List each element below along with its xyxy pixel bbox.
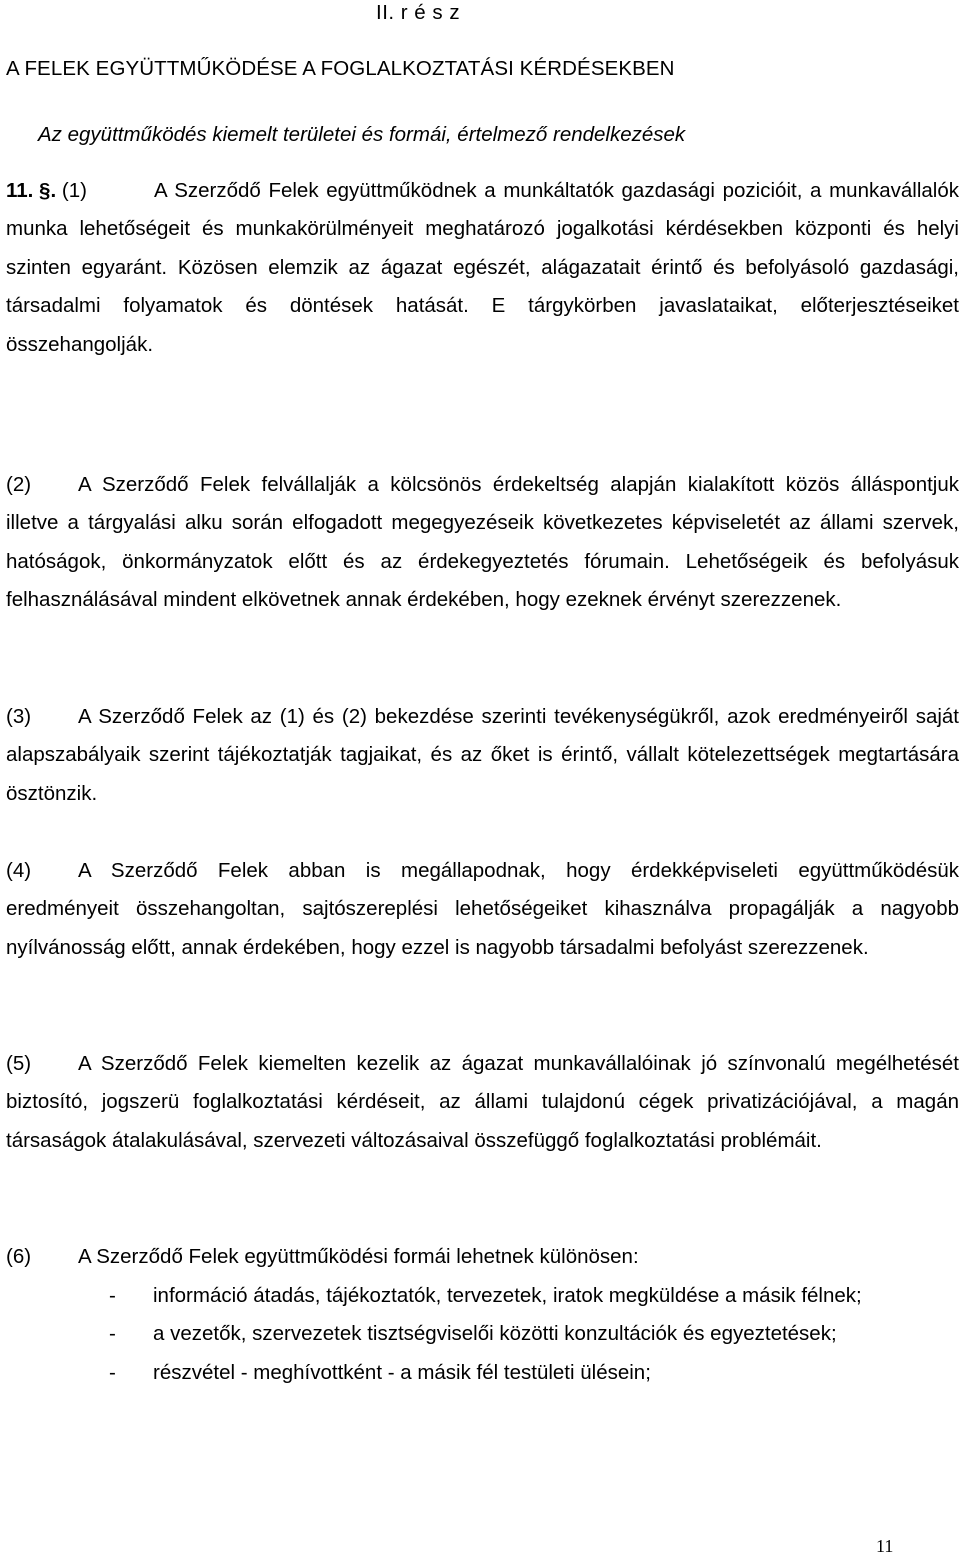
paragraph-5 (6, 1045, 959, 1160)
paragraph-text: A Szerződő Felek együttműködési formái lehetnek különösen: (78, 1245, 639, 1268)
list-marker: - (109, 1322, 116, 1346)
paragraph-number: (1) (61, 179, 87, 202)
cooperation-forms-list (6, 1277, 959, 1392)
paragraph-4 (6, 852, 959, 967)
paragraph-text: A Szerződő Felek kiemelten kezelik az ágazat munkavállalóinak jó színvonalú megélhetését biztosító, jogszerü foglalkoztatási kérdéseit, az állami tulajdonú cégek privatizációjával, a magán társaságok átalakulásával, szervezeti változásaival összefüggő foglalkoztatási problémáit. (6, 1052, 959, 1152)
list-marker: - (109, 1284, 116, 1307)
paragraph-number: (5) (6, 1052, 32, 1075)
paragraph-number: (6) (6, 1245, 32, 1268)
paragraph-number: (4) (6, 859, 32, 882)
list-marker: - (109, 1360, 116, 1384)
paragraph-number: (3) (6, 705, 32, 728)
part-heading: II. r é s z (376, 1, 461, 24)
paragraph-number: (2) (6, 473, 32, 496)
paragraph-6 (6, 1238, 959, 1276)
list-item-text: részvétel - meghívottként - a másik fél testületi ülésein; (153, 1360, 651, 1384)
list-item-text: a vezetők, szervezetek tisztségviselői közötti konzultációk és egyeztetések; (153, 1322, 837, 1346)
paragraph-text: A Szerződő Felek együttműködnek a munkáltatók gazdasági pozicióit, a munkavállalók munka lehetőségeit és munkakörülményeit meghatározó jogalkotási kérdésekben központi és helyi szinten egyaránt. Közösen elemzik az ágazat egészét, alágazatait érintő és befolyásoló gazdasági, társadalmi folyamatok és döntések hatását. E tárgykörben javaslataikat, előterjesztéseiket összehangolják. (6, 179, 959, 356)
list-item (6, 1354, 959, 1392)
paragraph-3 (6, 698, 959, 813)
paragraph-text: A Szerződő Felek az (1) és (2) bekezdése szerinti tevékenységükről, azok eredményeiről saját alapszabályaik szerint tájékoztatják tagjaikat, és az őket is érintő, vállalt kötelezettségek megtartására ösztönzik. (6, 705, 959, 805)
paragraph-1 (6, 172, 959, 364)
page-number: 11 (876, 1536, 894, 1556)
list-item (6, 1315, 959, 1353)
paragraph-text: A Szerződő Felek abban is megállapodnak, hogy érdekképviseleti együttműködésük eredményeit összehangoltan, sajtószereplési lehetőségeiket kihasználva propagálják a nagyobb nyílvánosság előtt, annak érdekében, hogy ezzel is nagyobb társadalmi befolyást szerezzenek. (6, 859, 959, 959)
chapter-title: A FELEK EGYÜTTMŰKÖDÉSE A FOGLALKOZTATÁSI KÉRDÉSEKBEN (6, 57, 675, 80)
list-item (6, 1277, 959, 1315)
list-item-text: információ átadás, tájékoztatók, tervezetek, iratok megküldése a másik félnek; (153, 1284, 862, 1307)
paragraph-text: A Szerződő Felek felvállalják a kölcsönös érdekeltség alapján kialakított közös álláspontjuk illetve a tárgyalási alku során elfogadott megegyezéseik következetes képviseletét az állami szervek, hatóságok, önkormányzatok előtt és az érdekegyeztetés fórumain. Lehetőségeik és befolyásuk felhasználásával mindent elkövetnek annak érdekében, hogy ezeknek érvényt szerezzenek. (6, 473, 959, 612)
chapter-subtitle: Az együttműködés kiemelt területei és formái, értelmező rendelkezések (38, 123, 686, 146)
section-number: 11. §. (6, 179, 57, 202)
paragraph-2 (6, 466, 959, 620)
